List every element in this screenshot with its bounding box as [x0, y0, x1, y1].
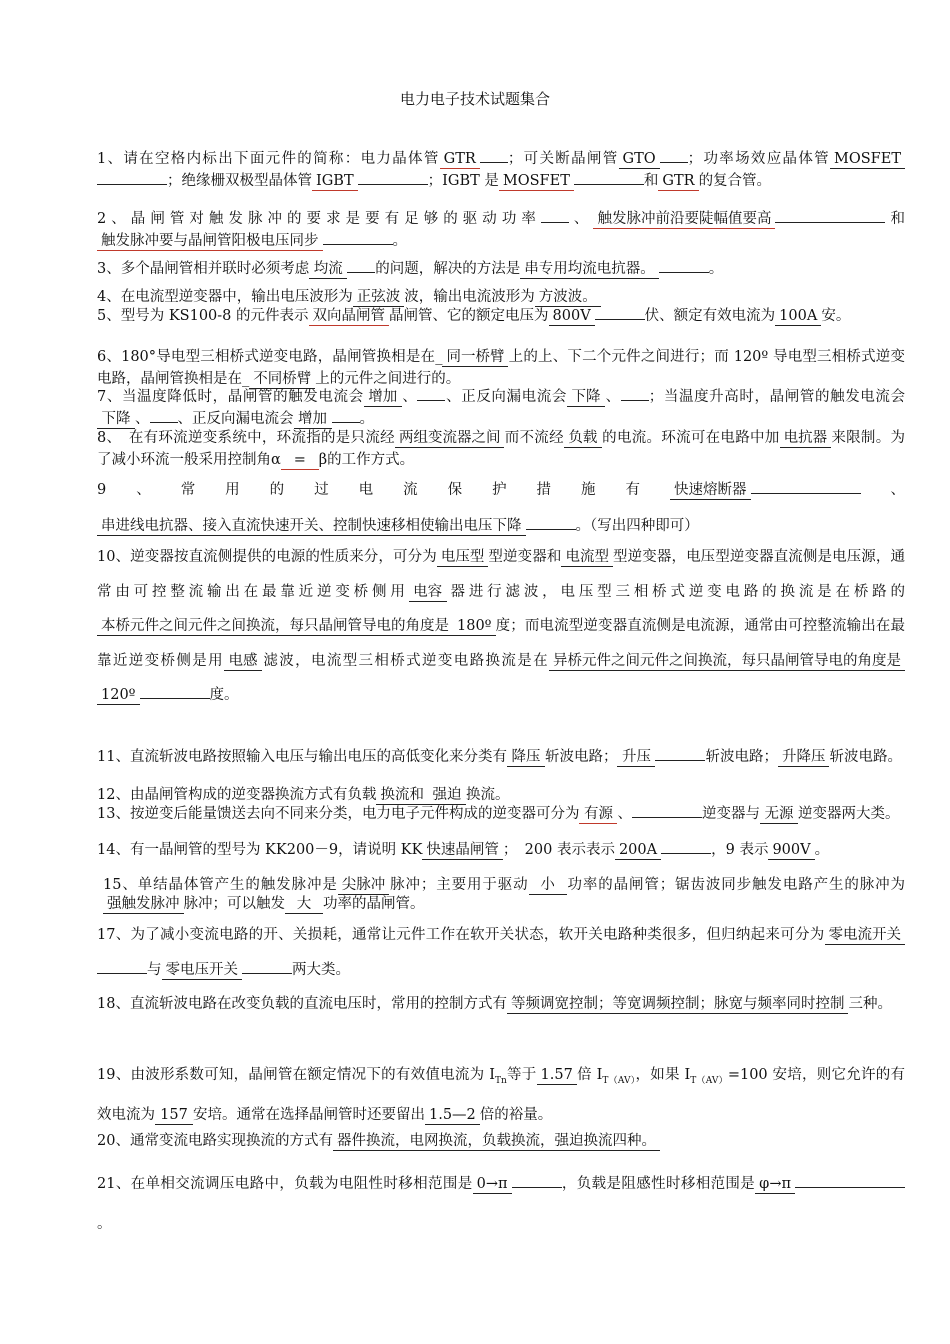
- question-10: 10、逆变器按直流侧提供的电源的性质来分，可分为 电压型 型逆变器和 电流型 型逆变器，电压型逆变器直流侧是电压源，通常由可控整流输出在最靠近逆变桥侧用 电容 器进行滤波，电压型三相桥式逆变电路的换流是在桥路的本桥元件之间元件之间换流，每只晶闸管导电的角度是 180º 度；而电流型逆变器直流侧是电流源，通常由可控整流输出在最靠近逆变桥侧是用 电感 滤波，电流型三相桥式逆变电路换流是在 异桥元件之间元件之间换流，每只晶闸管导电的角度是120º 度。: [97, 549, 906, 703]
- answer-blank: 电抗器: [780, 429, 832, 448]
- question-8: 8、 在有环流逆变系统中，环流指的是只流经 两组变流器之间 而不流经 负载 的电流。环流可在电路中加 电抗器 来限制。为了减小环流一般采用控制角α = β的工作方式。: [97, 430, 906, 468]
- answer-blank: 等频调宽控制；等宽调频控制；脉宽与频率同时控制: [507, 995, 849, 1014]
- answer-blank: 正弦波: [353, 288, 405, 307]
- question-1: 1、请在空格内标出下面元件的简称：电力晶体管 GTR ；可关断晶闸管 GTO ；功率场效应晶体管 MOSFET；绝缘栅双极型晶体管 IGBT ；IGBT 是 MOSFET 和 GTR 的复合管。: [97, 148, 905, 192]
- answer-blank: 100A: [775, 307, 821, 326]
- question-17: 17、为了减小变流电路的开、关损耗，通常让元件工作在软开关状态，软开关电路种类很多，但归纳起来可分为 零电流开关与 零电压开关 两大类。: [97, 918, 905, 988]
- question-7: 7、当温度降低时，晶闸管的触发电流会 增加 、 、正反向漏电流会 下降 、 ；当温度升高时，晶闸管的触发电流会下降 、 、正反向漏电流会 增加 。: [97, 386, 905, 430]
- answer-blank: GTR: [440, 150, 480, 169]
- answer-blank: 下降: [567, 388, 605, 407]
- answer-blank: 强迫: [428, 786, 466, 805]
- answer-blank: 两组变流器之间: [395, 429, 505, 448]
- page-title: 电力电子技术试题集合: [399, 90, 550, 108]
- answer-blank: 200A: [615, 841, 661, 860]
- question-20: 20、通常变流电路实现换流的方式有 器件换流，电网换流，负载换流，强迫换流四种。: [97, 1130, 905, 1152]
- answer-blank: 串专用均流电抗器。: [520, 260, 659, 279]
- answer-blank: 电流型: [561, 548, 613, 567]
- question-4: 4、在电流型逆变器中，输出电压波形为 正弦波 波，输出电流波形为 方波波。: [97, 286, 905, 308]
- question-19: 19、由波形系数可知，晶闸管在额定情况下的有效值电流为 $I_{Tn}$等于 1.57 倍 $I_{T(AV)}$，如果 $I_{T(AV)}=100$ 安培，则它允许的有效电流为 157 安培。通常在选择晶闸管时还要留出 1.5—2 倍的裕量。: [97, 1067, 905, 1123]
- answer-blank: 大: [285, 895, 323, 914]
- answer-blank: 157: [155, 1106, 193, 1125]
- question-5: 5、型号为 KS100-8 的元件表示 双向晶闸管 晶闸管、它的额定电压为 800V 伏、额定有效电流为 100A 安。: [97, 305, 905, 327]
- answer-blank: 快速晶闸管: [422, 841, 503, 860]
- answer-blank: 负载: [564, 429, 602, 448]
- answer-blank: 降压: [507, 748, 545, 767]
- answer-blank: 电容: [409, 583, 447, 602]
- question-3: 3、多个晶闸管相并联时必须考虑 均流 的问题，解决的方法是 串专用均流电抗器。 。: [97, 258, 905, 280]
- question-13: 13、按逆变后能量馈送去向不同来分类，电力电子元件构成的逆变器可分为 有源 、 逆变器与 无源 逆变器两大类。: [97, 803, 905, 824]
- answer-blank: 触发脉冲前沿要陡幅值要高: [593, 210, 775, 229]
- question-15: 15、单结晶体管产生的触发脉冲是 尖脉冲 脉冲；主要用于驱动 小 功率的晶闸管；锯齿波同步触发电路产生的脉冲为强触发脉冲 脉冲；可以触发 大 功率的晶闸管。: [103, 877, 906, 912]
- answer-blank: 同一桥臂: [442, 348, 508, 367]
- answer-blank: 异桥元件之间元件之间换流，每只晶闸管导电的角度是: [549, 652, 905, 671]
- answer-blank: GTR: [658, 172, 698, 191]
- question-9: 9、常用的过电流保护措施有 快速熔断器 、串进线电抗器、接入直流快速开关、控制快速移相使输出电压下降 。（写出四种即可）: [97, 472, 905, 544]
- answer-blank: 电感: [224, 652, 262, 671]
- answer-blank: 换流和: [376, 786, 428, 805]
- question-21: 21、在单相交流调压电路中，负载为电阻性时移相范围是 0→π ，负载是阻感性时移相范围是 φ→π。: [97, 1164, 905, 1244]
- answer-blank: 800V: [549, 307, 595, 326]
- answer-blank: φ→π: [755, 1175, 795, 1194]
- answer-blank: 0→π: [473, 1175, 512, 1194]
- answer-blank: MOSFET: [830, 150, 905, 169]
- answer-blank: 器件换流，电网换流，负载换流，强迫换流四种。: [333, 1132, 660, 1151]
- answer-blank: MOSFET: [499, 172, 574, 191]
- answer-blank: 强触发脉冲: [103, 895, 184, 914]
- answer-blank: IGBT: [312, 172, 358, 191]
- answer-blank: GTO: [619, 150, 660, 169]
- answer-blank: 有源: [579, 805, 617, 824]
- question-2: 2、晶闸管对触发脉冲的要求是要有足够的驱动功率 、 触发脉冲前沿要陡幅值要高 和触发脉冲要与晶闸管阳极电压同步 。: [97, 208, 905, 252]
- answer-blank: 900V: [768, 841, 814, 860]
- question-6: 6、180°导电型三相桥式逆变电路，晶闸管换相是在_ 同一桥臂 上的上、下二个元件之间进行；而 120º 导电型三相桥式逆变电路，晶闸管换相是在_ 不同桥臂 上的元件之间进行的。: [97, 349, 905, 387]
- answer-blank: 不同桥臂: [249, 370, 315, 389]
- answer-blank: 零电压开关: [162, 961, 243, 980]
- question-12: 12、由晶闸管构成的逆变器换流方式有负载 换流和 强迫 换流。: [97, 787, 510, 803]
- answer-blank: 电压型: [437, 548, 489, 567]
- answer-blank: 1.57: [537, 1066, 577, 1085]
- answer-blank: 1.5—2: [425, 1106, 480, 1125]
- answer-blank: 升降压: [778, 748, 830, 767]
- answer-blank: 快速熔断器: [670, 481, 751, 500]
- answer-blank: 下降: [97, 410, 135, 429]
- answer-blank: 无源: [760, 805, 798, 824]
- answer-blank: 串进线电抗器、接入直流快速开关、控制快速移相使输出电压下降: [97, 517, 526, 536]
- answer-blank: 均流: [309, 260, 347, 279]
- answer-blank: 180º: [453, 617, 496, 636]
- question-11: 11、直流斩波电路按照输入电压与输出电压的高低变化来分类有 降压 斩波电路； 升压 斩波电路； 升降压 斩波电路。: [97, 746, 905, 767]
- answer-blank: 方波波。: [535, 288, 601, 307]
- question-14: 14、有一晶闸管的型号为 KK200－9，请说明 KK 快速晶闸管 ； 200 表示表示 200A ，9 表示 900V 。: [97, 839, 905, 860]
- answer-blank: 尖脉冲: [338, 876, 390, 895]
- answer-blank: 升压: [617, 748, 655, 767]
- answer-blank: 增加: [364, 388, 402, 407]
- answer-blank: 小: [529, 876, 567, 895]
- answer-blank: 零电流开关: [825, 926, 906, 945]
- question-18: 18、直流斩波电路在改变负载的直流电压时，常用的控制方式有 等频调宽控制；等宽调频控制；脉宽与频率同时控制 三种。: [97, 996, 892, 1012]
- answer-blank: 本桥元件之间元件之间换流，每只晶闸管导电的角度是: [97, 617, 453, 636]
- answer-blank: 双向晶闸管: [309, 307, 390, 326]
- answer-blank: 触发脉冲要与晶闸管阳极电压同步: [97, 232, 323, 251]
- answer-blank: 120º: [97, 686, 140, 705]
- answer-blank: 增加: [294, 410, 332, 429]
- answer-blank: =: [281, 451, 319, 470]
